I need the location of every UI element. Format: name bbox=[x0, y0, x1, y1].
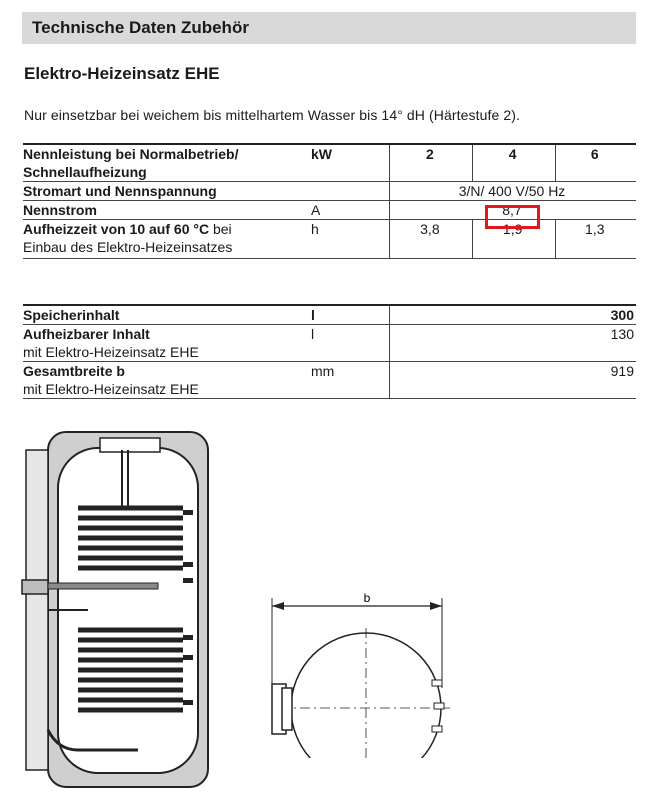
heatup-time-unit: h bbox=[311, 220, 390, 259]
table-row bbox=[23, 325, 636, 362]
current-type-value: 3/N/ 400 V/50 Hz bbox=[390, 182, 637, 201]
rated-current-label: Nennstrom bbox=[23, 202, 97, 218]
heatup-time-label: Aufheizzeit von 10 auf 60 °C bbox=[23, 221, 210, 237]
rated-power-label: Nennleistung bei Normalbetrieb/ bbox=[23, 146, 239, 162]
specs-table-electrical bbox=[23, 143, 636, 259]
highlight-box bbox=[485, 205, 540, 229]
heatup-time-value-2: 1,9 bbox=[472, 220, 555, 259]
storage-capacity-unit: l bbox=[311, 307, 315, 323]
rated-power-value-2: 4 bbox=[508, 146, 517, 162]
storage-capacity-value: 300 bbox=[610, 307, 634, 323]
table-row bbox=[23, 201, 636, 220]
rated-current-value: 8,7 bbox=[390, 201, 637, 220]
heatup-time-value-3: 1,3 bbox=[555, 220, 636, 259]
rated-power-unit: kW bbox=[311, 146, 332, 162]
rated-power-value-3: 6 bbox=[590, 146, 599, 162]
heatable-volume-unit: l bbox=[311, 325, 390, 362]
rated-current-unit: A bbox=[311, 201, 390, 220]
total-width-unit: mm bbox=[311, 362, 390, 399]
specs-table-capacity bbox=[23, 304, 636, 399]
heatable-volume-label: Aufheizbarer Inhalt bbox=[23, 326, 150, 342]
tank-side-view-drawing bbox=[18, 430, 218, 790]
heatable-volume-value: 130 bbox=[390, 325, 637, 362]
total-width-label-line2: mit Elektro-Heizeinsatz EHE bbox=[23, 381, 199, 397]
section-header: Technische Daten Zubehör bbox=[22, 12, 636, 44]
rated-power-label-line2: Schnellaufheizung bbox=[23, 164, 147, 180]
table-row bbox=[23, 182, 636, 201]
storage-capacity-label: Speicherinhalt bbox=[23, 307, 120, 323]
heatup-time-label-line2: Einbau des Elektro-Heizeinsatzes bbox=[23, 239, 233, 255]
heatable-volume-label-line2: mit Elektro-Heizeinsatz EHE bbox=[23, 344, 199, 360]
heatup-time-value-1: 3,8 bbox=[390, 220, 473, 259]
total-width-value: 919 bbox=[390, 362, 637, 399]
tank-top-view-drawing bbox=[262, 588, 462, 758]
table-row bbox=[23, 220, 636, 259]
rated-power-value-1: 2 bbox=[425, 146, 434, 162]
dimension-b-label: b bbox=[363, 591, 371, 605]
page-title: Elektro-Heizeinsatz EHE bbox=[24, 64, 220, 83]
current-type-label: Stromart und Nennspannung bbox=[23, 183, 217, 199]
table-row bbox=[23, 144, 636, 182]
table-row bbox=[23, 362, 636, 399]
table-row bbox=[23, 305, 636, 325]
usage-note: Nur einsetzbar bei weichem bis mittelhartem Wasser bis 14° dH (Härtestufe 2). bbox=[24, 107, 520, 123]
heatup-time-label-rest: bei bbox=[209, 221, 232, 237]
total-width-label: Gesamtbreite b bbox=[23, 363, 125, 379]
